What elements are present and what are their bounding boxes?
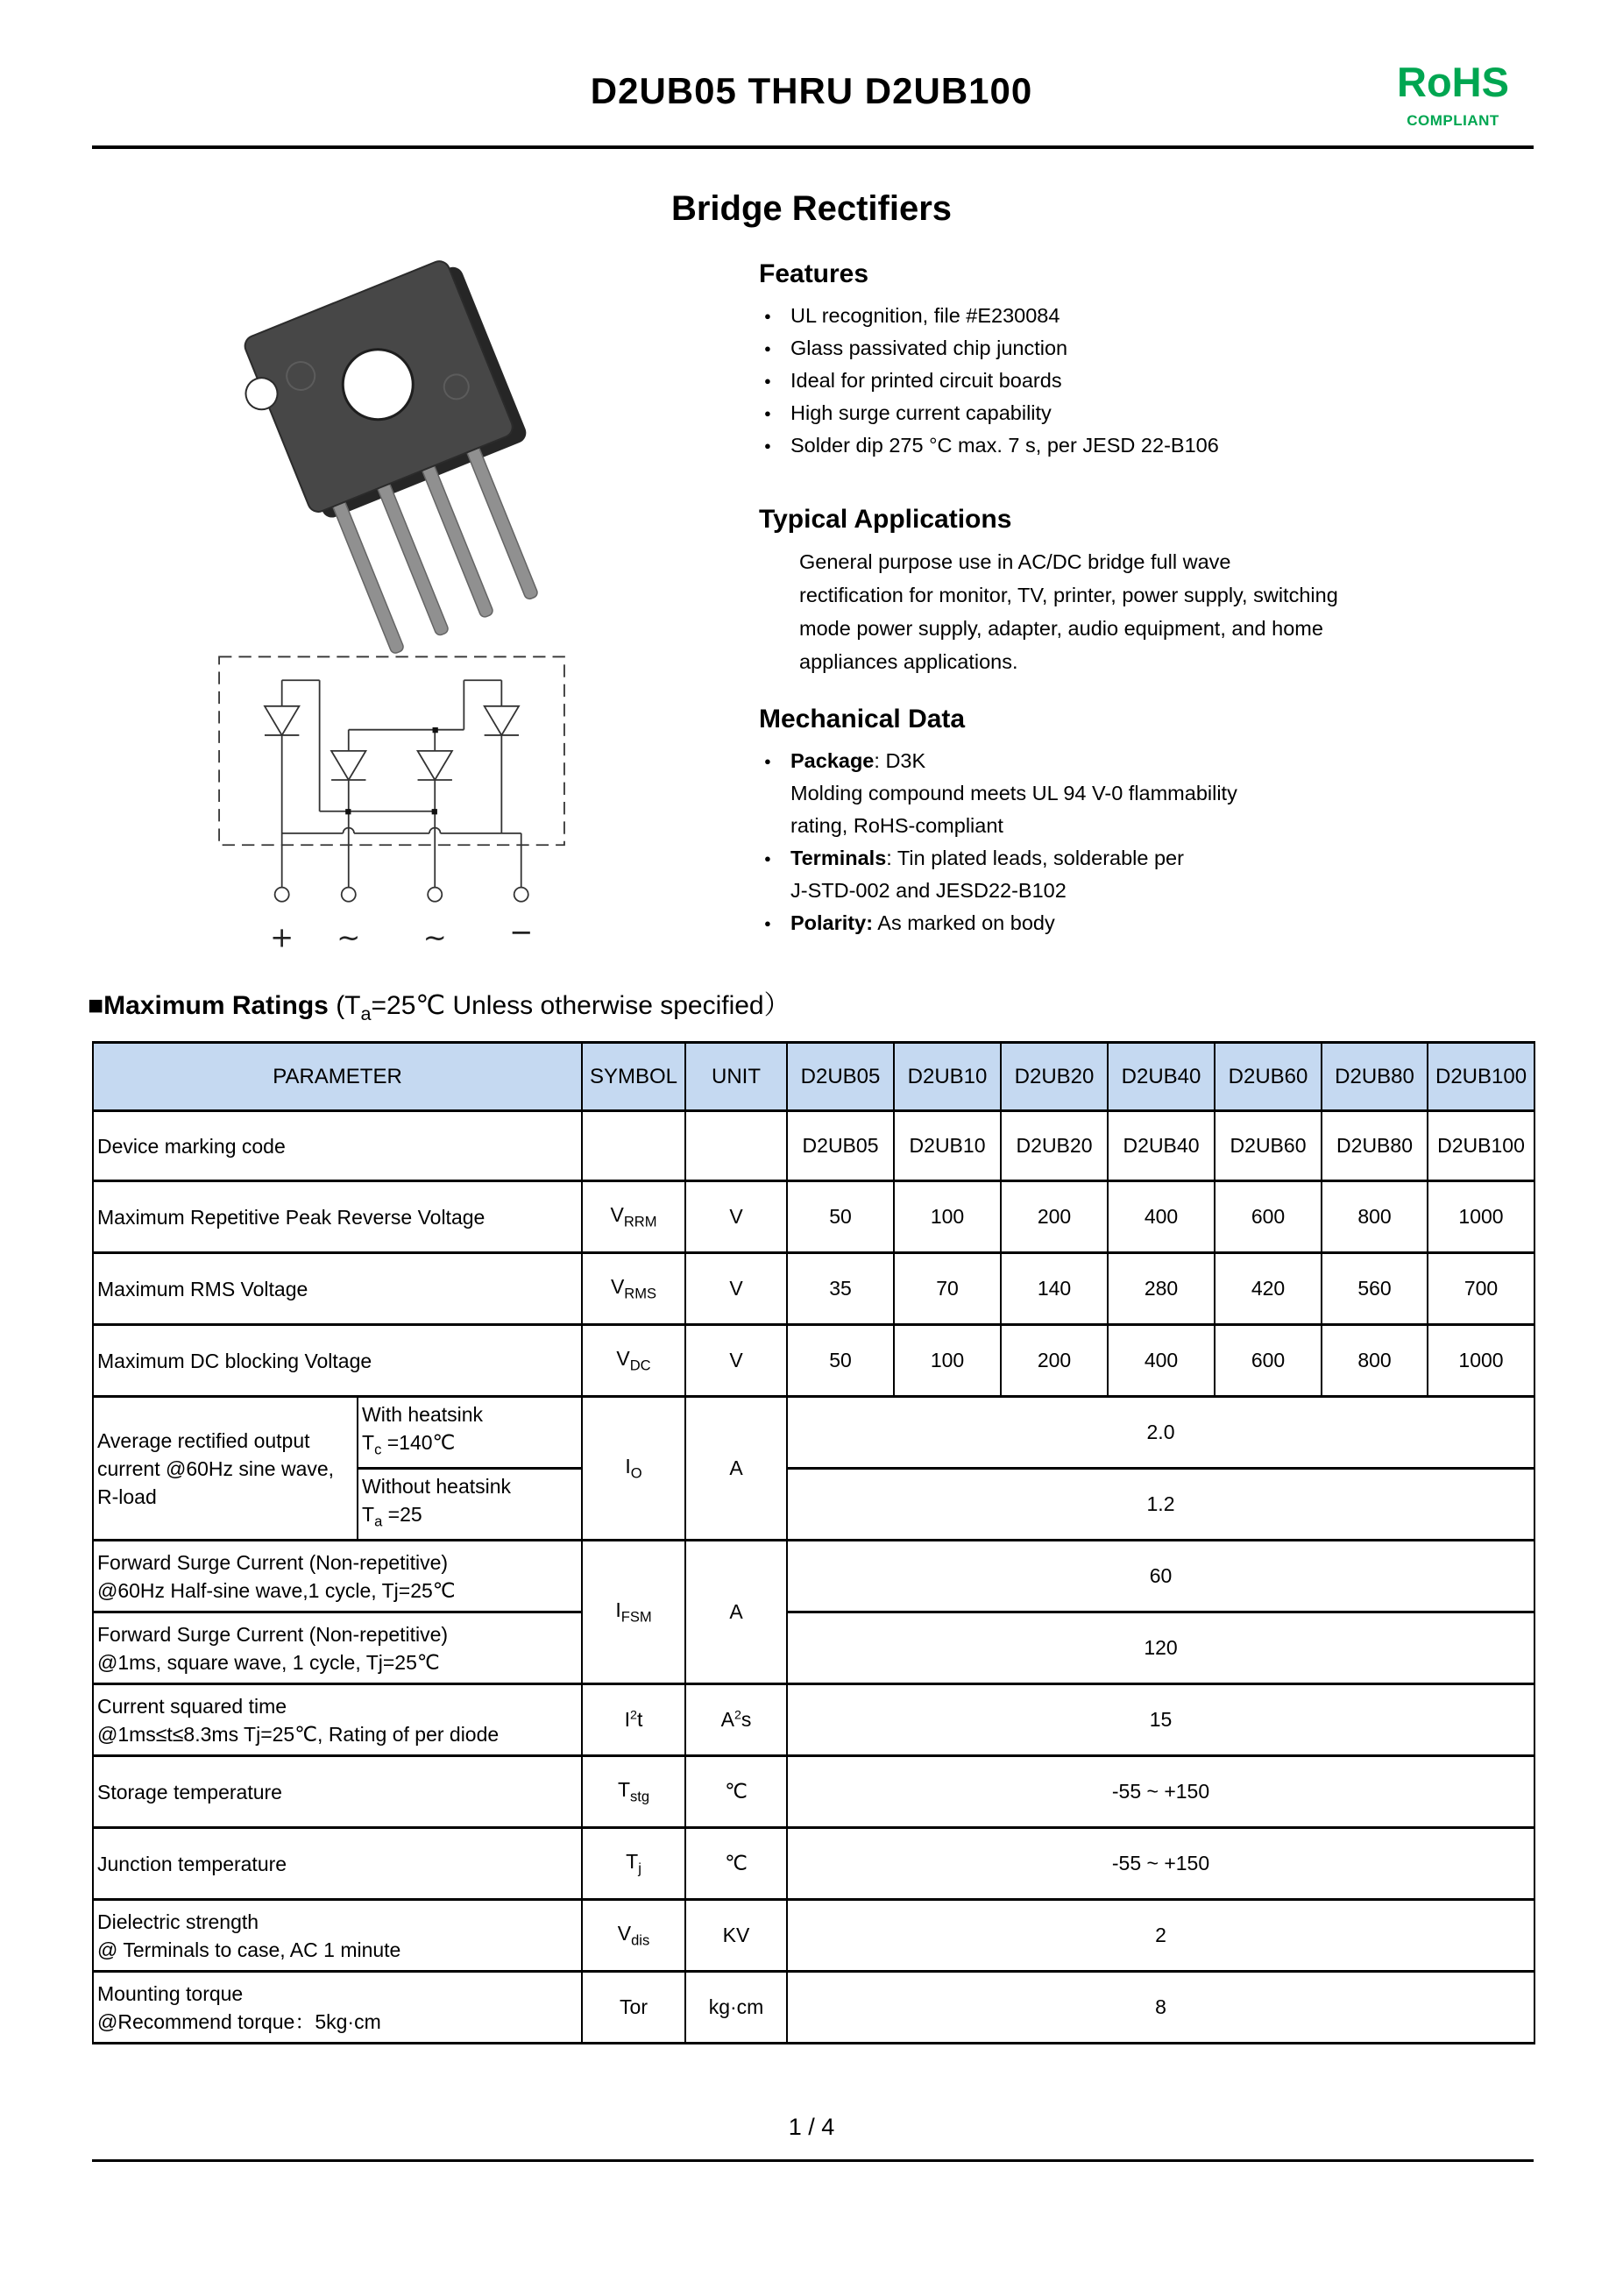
value-cell: 700 (1428, 1253, 1534, 1325)
parameter-cell: Mounting torque @Recommend torque：5kg·cm (93, 1972, 582, 2044)
mech-text: As marked on body (873, 911, 1055, 934)
value-cell: 1000 (1428, 1325, 1534, 1397)
value-cell: D2UB05 (787, 1111, 894, 1181)
parameter-cell: Junction temperature (93, 1828, 582, 1900)
symbol-cell: $V_{RRM}$ (582, 1181, 685, 1253)
parameter-cell: Current squared time @1ms≤t≤8.3ms Tj=25℃, Rating of per diode (93, 1684, 582, 1756)
col-header-unit: UNIT (685, 1043, 787, 1111)
terminal-label-ac1: ~ (337, 920, 361, 954)
unit-cell (685, 1111, 787, 1181)
table-row-tor (93, 1972, 1534, 2044)
feature-item: ● UL recognition, file #E230084 (759, 300, 1548, 332)
value-cell: D2UB60 (1215, 1111, 1322, 1181)
value-cell: 35 (787, 1253, 894, 1325)
value-cell: D2UB10 (894, 1111, 1001, 1181)
parameter-cell: Device marking code (93, 1111, 582, 1181)
maximum-ratings-condition: ($T_a=25℃$ Unless otherwise specified） (336, 991, 790, 1024)
value-cell: 140 (1001, 1253, 1108, 1325)
parameter-cell: Storage temperature (93, 1756, 582, 1828)
value-cell: 280 (1108, 1253, 1215, 1325)
header-rule (92, 145, 1534, 149)
value-cell: 420 (1215, 1253, 1322, 1325)
unit-cell: V (685, 1181, 787, 1253)
table-row-tstg (93, 1756, 1534, 1828)
maximum-ratings-heading (88, 983, 790, 1025)
col-header-part: D2UB05 (787, 1043, 894, 1111)
symbol-cell: $I_{FSM}$ (582, 1541, 685, 1684)
table-row-io-with-heatsink (93, 1397, 1534, 1469)
unit-cell: V (685, 1253, 787, 1325)
mech-item-package (759, 745, 1565, 777)
table-row-ifsm-square (93, 1612, 1534, 1684)
value-cell: 100 (894, 1325, 1001, 1397)
parameter-cell: Maximum DC blocking Voltage (93, 1325, 582, 1397)
unit-cell: V (685, 1325, 787, 1397)
parameter-cell: Maximum RMS Voltage (93, 1253, 582, 1325)
table-row-device-marking (93, 1111, 1534, 1181)
symbol-cell: $T_{stg}$ (582, 1756, 685, 1828)
features-heading: Features (759, 259, 869, 288)
terminal-circle (275, 888, 289, 902)
feature-item: ● High surge current capability (759, 397, 1548, 429)
bridge-schematic (203, 645, 580, 979)
mech-item-polarity (759, 907, 1565, 939)
value-cell: D2UB20 (1001, 1111, 1108, 1181)
value-cell: 200 (1001, 1325, 1108, 1397)
value-cell: 560 (1322, 1253, 1428, 1325)
diode-triangle (265, 706, 299, 735)
value-cell: 100 (894, 1181, 1001, 1253)
product-photo (180, 244, 583, 660)
maximum-ratings-table (92, 1041, 1535, 2044)
symbol-cell: $V_{RMS}$ (582, 1253, 685, 1325)
terminal-circle (514, 888, 528, 902)
typical-applications-line: rectification for monitor, TV, printer, power supply, switching (799, 584, 1338, 606)
parameter-cell: Dielectric strength @ Terminals to case, AC 1 minute (93, 1900, 582, 1972)
parameter-cell: Forward Surge Current (Non-repetitive) @1ms, square wave, 1 cycle, Tj=25℃ (93, 1612, 582, 1684)
value-cell: 600 (1215, 1325, 1322, 1397)
features-section (759, 259, 1548, 462)
value-cell: 1000 (1428, 1181, 1534, 1253)
terminal-label-minus: − (509, 915, 534, 949)
mechanical-data-section (759, 705, 1565, 939)
value-cell: 600 (1215, 1181, 1322, 1253)
junction-dot (345, 809, 351, 814)
footer-rule (92, 2159, 1534, 2162)
unit-cell: $A^2s$ (685, 1684, 787, 1756)
table-row-tj (93, 1828, 1534, 1900)
unit-cell: KV (685, 1900, 787, 1972)
typical-applications-line: mode power supply, adapter, audio equipment, and home (799, 617, 1323, 640)
junction-dot (433, 727, 438, 733)
feature-item: ● Ideal for printed circuit boards (759, 365, 1548, 397)
symbol-cell: $T_j$ (582, 1828, 685, 1900)
table-header-row (93, 1043, 1534, 1111)
mech-cont-line: Molding compound meets UL 94 V-0 flammability (790, 782, 1237, 804)
value-cell: 70 (894, 1253, 1001, 1325)
page-number: 1 / 4 (788, 2114, 835, 2140)
col-header-part: D2UB20 (1001, 1043, 1108, 1111)
table-row-ifsm-halfsine (93, 1541, 1534, 1612)
wire (349, 811, 521, 888)
junction-dot (432, 809, 437, 814)
value-cell: 8 (787, 1972, 1534, 2044)
diode-triangle (331, 751, 365, 780)
value-cell: 400 (1108, 1181, 1215, 1253)
doc-title: D2UB05 THRU D2UB100 (590, 70, 1033, 111)
typical-applications-heading: Typical Applications (759, 505, 1012, 534)
unit-cell: kg·cm (685, 1972, 787, 2044)
symbol-cell: $V_{DC}$ (582, 1325, 685, 1397)
unit-cell: ℃ (685, 1828, 787, 1900)
mech-cont-line: J-STD-002 and JESD22-B102 (790, 879, 1067, 902)
table-row-vdc (93, 1325, 1534, 1397)
value-cell: 800 (1322, 1325, 1428, 1397)
symbol-cell (582, 1111, 685, 1181)
col-header-parameter: PARAMETER (93, 1043, 582, 1111)
value-cell: 200 (1001, 1181, 1108, 1253)
typical-applications-line: General purpose use in AC/DC bridge full wave (799, 550, 1231, 573)
value-cell: 50 (787, 1181, 894, 1253)
value-cell: 120 (787, 1612, 1534, 1684)
mechanical-data-heading: Mechanical Data (759, 705, 966, 733)
diode-triangle (485, 706, 519, 735)
mech-label: Polarity: (790, 911, 874, 934)
col-header-part: D2UB100 (1428, 1043, 1534, 1111)
product-title: Bridge Rectifiers (670, 189, 953, 228)
symbol-cell: $V_{dis}$ (582, 1900, 685, 1972)
value-cell: 400 (1108, 1325, 1215, 1397)
value-cell: 2 (787, 1900, 1534, 1972)
unit-cell: A (685, 1541, 787, 1684)
value-cell: D2UB100 (1428, 1111, 1534, 1181)
bridge-rectifier-photo-illustration (180, 244, 583, 655)
col-header-symbol: SYMBOL (582, 1043, 685, 1111)
schematic-dashed-box (219, 656, 564, 845)
mech-label: Package (790, 749, 875, 772)
value-cell: D2UB80 (1322, 1111, 1428, 1181)
parameter-cell: Average rectified output current @60Hz sine wave, R-load (93, 1397, 358, 1541)
col-header-part: D2UB40 (1108, 1043, 1215, 1111)
terminal-circle (428, 888, 442, 902)
value-cell: 60 (787, 1541, 1534, 1612)
table-row-vdis (93, 1900, 1534, 1972)
unit-cell: ℃ (685, 1756, 787, 1828)
value-cell: 2.0 (787, 1397, 1534, 1469)
mech-text: : Tin plated leads, solderable per (886, 847, 1184, 869)
symbol-cell: $I^2t$ (582, 1684, 685, 1756)
symbol-cell: $I_O$ (582, 1397, 685, 1541)
parameter-cell: Forward Surge Current (Non-repetitive) @60Hz Half-sine wave,1 cycle, Tj=25℃ (93, 1541, 582, 1612)
unit-cell: A (685, 1397, 787, 1541)
wire (464, 680, 501, 729)
rohs-text: RoHS (1397, 59, 1509, 105)
value-cell: 50 (787, 1325, 894, 1397)
feature-item: ● Glass passivated chip junction (759, 332, 1548, 365)
table-row-i2t (93, 1684, 1534, 1756)
maximum-ratings-heading-bold: ■Maximum Ratings (88, 991, 329, 1020)
bridge-schematic-drawing (203, 645, 580, 974)
diode-triangle (418, 751, 452, 780)
col-header-part: D2UB60 (1215, 1043, 1322, 1111)
value-cell: -55 ~ +150 (787, 1828, 1534, 1900)
typical-applications-line: appliances applications. (799, 650, 1018, 673)
value-cell: -55 ~ +150 (787, 1756, 1534, 1828)
mech-text: : D3K (874, 749, 926, 772)
mech-label: Terminals (790, 847, 887, 869)
mech-cont-line: rating, RoHS-compliant (790, 814, 1003, 837)
col-header-part: D2UB80 (1322, 1043, 1428, 1111)
value-cell: D2UB40 (1108, 1111, 1215, 1181)
value-cell: 15 (787, 1684, 1534, 1756)
value-cell: 800 (1322, 1181, 1428, 1253)
terminal-label-plus: + (270, 920, 294, 954)
table-row-vrms (93, 1253, 1534, 1325)
symbol-cell: Tor (582, 1972, 685, 2044)
typical-applications-section (759, 505, 1565, 678)
parameter-cell: Maximum Repetitive Peak Reverse Voltage (93, 1181, 582, 1253)
condition-cell: Without heatsink $T_a =25$ (358, 1469, 582, 1541)
terminal-circle (342, 888, 356, 902)
condition-cell: With heatsink $T_c$ =140℃ (358, 1397, 582, 1469)
wire (282, 680, 320, 811)
terminal-label-ac2: ~ (422, 920, 447, 954)
table-row-vrrm (93, 1181, 1534, 1253)
value-cell: 1.2 (787, 1469, 1534, 1541)
rohs-logo (1374, 61, 1532, 130)
rohs-compliant-text: COMPLIANT (1407, 112, 1499, 129)
feature-item: ● Solder dip 275 °C max. 7 s, per JESD 22-B106 (759, 429, 1548, 462)
mech-item-terminals (759, 842, 1565, 875)
col-header-part: D2UB10 (894, 1043, 1001, 1111)
